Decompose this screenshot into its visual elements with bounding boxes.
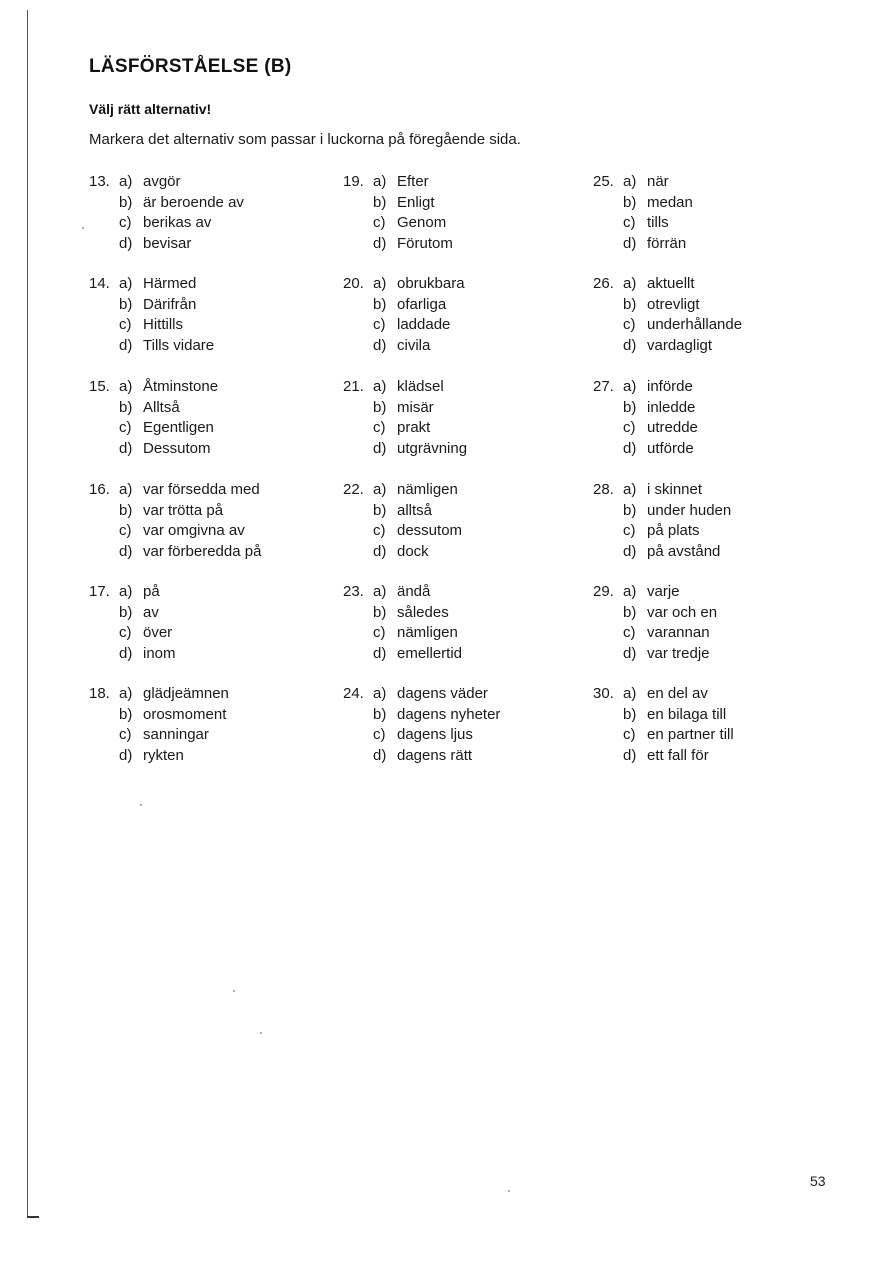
answer-option[interactable] <box>119 213 211 234</box>
question-number: 27. <box>593 378 614 395</box>
scan-speck <box>260 1032 262 1034</box>
answer-option[interactable] <box>373 274 465 295</box>
option-text: vardagligt <box>647 336 713 354</box>
option-text: var tredje <box>647 644 710 662</box>
scan-speck <box>508 1190 510 1192</box>
option-letter: b) <box>119 193 133 211</box>
option-text: på <box>143 583 160 600</box>
scan-speck <box>140 804 142 806</box>
option-letter: b) <box>119 603 133 621</box>
option-letter: d) <box>623 542 637 560</box>
option-letter: b) <box>623 501 637 519</box>
option-text: var och en <box>647 603 718 621</box>
option-text: dagens rätt <box>397 746 473 764</box>
question-number: 20. <box>343 275 364 292</box>
option-letter: d) <box>623 644 637 662</box>
answer-option[interactable] <box>623 315 742 336</box>
question-number: 22. <box>343 481 364 498</box>
option-text: underhållande <box>647 316 743 333</box>
answer-option[interactable] <box>623 274 695 295</box>
answer-option[interactable] <box>119 542 261 563</box>
option-text: Åtminstone <box>143 378 219 395</box>
option-text: Därifrån <box>143 295 197 313</box>
binding-edge-foot <box>27 1216 39 1218</box>
question-number: 24. <box>343 685 364 702</box>
answer-option[interactable] <box>373 193 435 214</box>
option-text: ofarliga <box>397 295 447 313</box>
option-text: laddade <box>397 316 451 333</box>
option-text: utredde <box>647 419 698 436</box>
option-letter: c) <box>373 316 386 333</box>
option-letter: a) <box>623 173 637 190</box>
option-letter: b) <box>373 398 387 416</box>
option-letter: c) <box>119 419 132 436</box>
answer-option[interactable] <box>623 644 710 665</box>
option-letter: c) <box>623 316 636 333</box>
option-letter: a) <box>373 481 387 498</box>
answer-option[interactable] <box>373 234 453 255</box>
option-letter: d) <box>373 746 387 764</box>
answer-option[interactable] <box>373 623 458 644</box>
option-letter: b) <box>373 295 387 313</box>
option-letter: a) <box>119 378 133 395</box>
option-letter: c) <box>623 522 636 539</box>
answer-option[interactable] <box>119 172 181 193</box>
answer-option[interactable] <box>623 705 726 726</box>
answer-option[interactable] <box>623 542 720 563</box>
option-letter: a) <box>373 173 387 190</box>
option-letter: c) <box>119 214 132 231</box>
option-text: Alltså <box>143 398 180 416</box>
option-text: nämligen <box>397 624 458 641</box>
option-text: prakt <box>397 419 431 436</box>
option-letter: a) <box>623 378 637 395</box>
option-letter: d) <box>119 746 133 764</box>
option-letter: c) <box>373 419 386 436</box>
answer-option[interactable] <box>119 603 159 624</box>
option-letter: c) <box>373 726 386 743</box>
option-text: misär <box>397 398 434 416</box>
answer-option[interactable] <box>119 274 196 295</box>
answer-option[interactable] <box>119 623 172 644</box>
answer-option[interactable] <box>373 644 462 665</box>
option-text: Genom <box>397 214 447 231</box>
answer-option[interactable] <box>623 295 700 316</box>
answer-option[interactable] <box>373 418 430 439</box>
option-text: dock <box>397 542 429 560</box>
option-text: Förutom <box>397 234 453 252</box>
option-text: ett fall för <box>647 746 709 764</box>
option-letter: b) <box>373 193 387 211</box>
option-text: av <box>143 603 159 621</box>
answer-option[interactable] <box>373 398 434 419</box>
answer-option[interactable] <box>373 315 450 336</box>
option-letter: c) <box>623 624 636 641</box>
answer-option[interactable] <box>373 213 446 234</box>
scan-speck <box>82 227 84 229</box>
option-letter: c) <box>119 726 132 743</box>
option-letter: a) <box>623 481 637 498</box>
option-letter: d) <box>373 439 387 457</box>
option-text: Egentligen <box>143 419 214 436</box>
instruction-text: Markera det alternativ som passar i luckorna på föregående sida. <box>89 131 521 148</box>
answer-option[interactable] <box>373 377 444 398</box>
option-text: alltså <box>397 501 433 519</box>
answer-option[interactable] <box>119 295 196 316</box>
option-letter: b) <box>623 295 637 313</box>
answer-option[interactable] <box>373 336 430 357</box>
option-text: orosmoment <box>143 705 227 723</box>
page-title: LÄSFÖRSTÅELSE (B) <box>89 56 292 77</box>
question-number: 23. <box>343 583 364 600</box>
option-text: emellertid <box>397 644 463 662</box>
option-letter: d) <box>119 336 133 354</box>
option-letter: b) <box>119 501 133 519</box>
question-number: 19. <box>343 173 364 190</box>
option-letter: a) <box>119 481 133 498</box>
option-letter: a) <box>373 275 387 292</box>
option-text: Efter <box>397 173 429 190</box>
page-number: 53 <box>810 1173 826 1189</box>
option-text: nämligen <box>397 481 458 498</box>
option-letter: c) <box>623 419 636 436</box>
option-text: är beroende av <box>143 193 244 211</box>
option-letter: a) <box>373 685 387 702</box>
answer-option[interactable] <box>373 725 473 746</box>
answer-option[interactable] <box>373 521 462 542</box>
option-text: var trötta på <box>143 501 224 519</box>
option-text: rykten <box>143 746 184 764</box>
answer-option[interactable] <box>373 705 500 726</box>
option-letter: d) <box>119 644 133 662</box>
option-letter: c) <box>119 522 132 539</box>
option-letter: b) <box>623 398 637 416</box>
answer-option[interactable] <box>623 603 717 624</box>
option-letter: c) <box>373 624 386 641</box>
answer-option[interactable] <box>119 501 223 522</box>
answer-option[interactable] <box>119 725 209 746</box>
question-number: 15. <box>89 378 110 395</box>
answer-option[interactable] <box>119 193 244 214</box>
answer-option[interactable] <box>623 172 669 193</box>
option-text: civila <box>397 336 431 354</box>
question-number: 18. <box>89 685 110 702</box>
option-text: dagens ljus <box>397 726 473 743</box>
option-text: var försedda med <box>143 481 260 498</box>
answer-option[interactable] <box>373 542 429 563</box>
option-text: inom <box>143 644 176 662</box>
option-letter: b) <box>623 603 637 621</box>
question-number: 14. <box>89 275 110 292</box>
option-letter: d) <box>373 336 387 354</box>
option-text: dagens väder <box>397 685 488 702</box>
option-letter: d) <box>373 644 387 662</box>
answer-option[interactable] <box>119 746 184 767</box>
option-letter: d) <box>119 542 133 560</box>
answer-option[interactable] <box>119 644 176 665</box>
answer-option[interactable] <box>119 684 229 705</box>
option-letter: d) <box>623 439 637 457</box>
option-text: varannan <box>647 624 710 641</box>
option-letter: a) <box>623 583 637 600</box>
option-letter: d) <box>623 234 637 252</box>
page-subtitle: Välj rätt alternativ! <box>89 101 212 117</box>
answer-option[interactable] <box>119 377 218 398</box>
option-letter: a) <box>373 378 387 395</box>
question-number: 16. <box>89 481 110 498</box>
option-letter: a) <box>119 685 133 702</box>
option-text: Tills vidare <box>143 336 215 354</box>
option-text: en partner till <box>647 726 734 743</box>
option-letter: d) <box>119 439 133 457</box>
answer-option[interactable] <box>623 480 702 501</box>
question-number: 21. <box>343 378 364 395</box>
option-letter: b) <box>623 705 637 723</box>
answer-option[interactable] <box>623 418 698 439</box>
option-text: otrevligt <box>647 295 700 313</box>
question-number: 25. <box>593 173 614 190</box>
question-number: 13. <box>89 173 110 190</box>
option-letter: c) <box>373 214 386 231</box>
answer-option[interactable] <box>623 746 709 767</box>
option-letter: a) <box>119 583 133 600</box>
option-text: varje <box>647 583 680 600</box>
answer-option[interactable] <box>373 172 429 193</box>
answer-option[interactable] <box>623 234 686 255</box>
option-text: en del av <box>647 685 708 702</box>
answer-option[interactable] <box>119 582 160 603</box>
option-text: Dessutom <box>143 439 211 457</box>
answer-option[interactable] <box>119 398 180 419</box>
option-letter: b) <box>119 705 133 723</box>
option-letter: d) <box>623 336 637 354</box>
option-letter: a) <box>623 685 637 702</box>
answer-option[interactable] <box>623 377 693 398</box>
option-letter: b) <box>119 295 133 313</box>
binding-edge-line <box>27 10 28 1218</box>
option-letter: d) <box>373 542 387 560</box>
answer-option[interactable] <box>119 521 245 542</box>
answer-option[interactable] <box>373 684 488 705</box>
option-letter: c) <box>623 726 636 743</box>
question-number: 17. <box>89 583 110 600</box>
option-text: förrän <box>647 234 687 252</box>
answer-option[interactable] <box>623 398 695 419</box>
option-text: aktuellt <box>647 275 695 292</box>
option-letter: a) <box>623 275 637 292</box>
option-text: Härmed <box>143 275 197 292</box>
scan-speck <box>233 990 235 992</box>
option-text: inledde <box>647 398 696 416</box>
option-text: berikas av <box>143 214 212 231</box>
option-letter: c) <box>623 214 636 231</box>
option-letter: b) <box>373 705 387 723</box>
option-letter: d) <box>623 746 637 764</box>
answer-option[interactable] <box>623 336 712 357</box>
answer-option[interactable] <box>373 582 430 603</box>
option-text: en bilaga till <box>647 705 727 723</box>
answer-option[interactable] <box>623 725 734 746</box>
option-text: Enligt <box>397 193 435 211</box>
option-text: glädjeämnen <box>143 685 229 702</box>
answer-option[interactable] <box>373 295 446 316</box>
option-letter: b) <box>373 603 387 621</box>
option-text: på avstånd <box>647 542 721 560</box>
option-text: var förberedda på <box>143 542 262 560</box>
answer-option[interactable] <box>623 439 694 460</box>
answer-option[interactable] <box>623 582 680 603</box>
answer-option[interactable] <box>373 746 472 767</box>
answer-option[interactable] <box>373 501 432 522</box>
answer-option[interactable] <box>373 603 449 624</box>
option-letter: a) <box>119 173 133 190</box>
answer-option[interactable] <box>623 623 710 644</box>
option-text: klädsel <box>397 378 444 395</box>
option-text: avgör <box>143 173 181 190</box>
answer-option[interactable] <box>119 418 214 439</box>
option-text: dagens nyheter <box>397 705 501 723</box>
option-text: ändå <box>397 583 431 600</box>
option-text: tills <box>647 214 669 231</box>
option-letter: c) <box>373 522 386 539</box>
question-number: 26. <box>593 275 614 292</box>
option-text: sanningar <box>143 726 209 743</box>
option-letter: d) <box>373 234 387 252</box>
answer-option[interactable] <box>373 439 467 460</box>
answer-option[interactable] <box>119 705 226 726</box>
option-letter: b) <box>373 501 387 519</box>
option-text: Hittills <box>143 316 183 333</box>
answer-option[interactable] <box>119 336 214 357</box>
option-text: införde <box>647 378 693 395</box>
option-letter: b) <box>119 398 133 416</box>
option-text: medan <box>647 193 693 211</box>
option-letter: c) <box>119 316 132 333</box>
answer-option[interactable] <box>119 480 260 501</box>
answer-option[interactable] <box>119 234 191 255</box>
option-letter: a) <box>373 583 387 600</box>
option-text: var omgivna av <box>143 522 245 539</box>
question-number: 29. <box>593 583 614 600</box>
option-text: dessutom <box>397 522 463 539</box>
option-text: utförde <box>647 439 694 457</box>
option-text: i skinnet <box>647 481 703 498</box>
answer-option[interactable] <box>623 501 731 522</box>
answer-option[interactable] <box>373 480 458 501</box>
answer-option[interactable] <box>623 684 708 705</box>
option-text: när <box>647 173 669 190</box>
option-text: således <box>397 603 449 621</box>
option-text: bevisar <box>143 234 192 252</box>
question-number: 28. <box>593 481 614 498</box>
option-letter: c) <box>119 624 132 641</box>
answer-option[interactable] <box>623 193 693 214</box>
answer-option[interactable] <box>119 315 183 336</box>
option-letter: b) <box>623 193 637 211</box>
option-text: på plats <box>647 522 700 539</box>
answer-option[interactable] <box>119 439 211 460</box>
option-text: under huden <box>647 501 732 519</box>
answer-option[interactable] <box>623 213 669 234</box>
question-number: 30. <box>593 685 614 702</box>
answer-option[interactable] <box>623 521 700 542</box>
option-text: utgrävning <box>397 439 468 457</box>
option-text: över <box>143 624 173 641</box>
option-letter: d) <box>119 234 133 252</box>
option-letter: a) <box>119 275 133 292</box>
option-text: obrukbara <box>397 275 465 292</box>
